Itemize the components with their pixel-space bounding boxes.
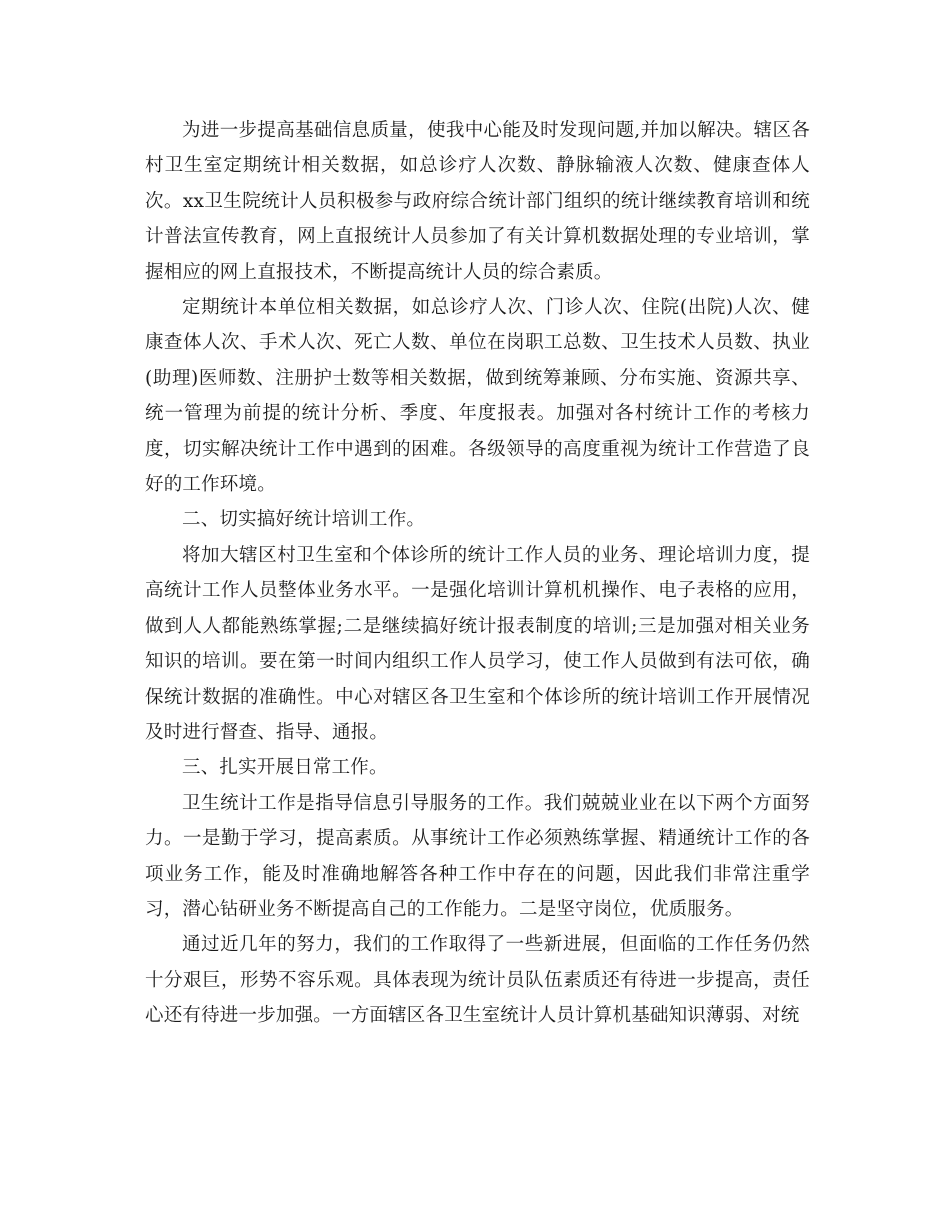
section-heading-daily-work: 三、扎实开展日常工作。: [182, 757, 388, 779]
paragraph-daily-work: 卫生统计工作是指导信息引导服务的工作。我们兢兢业业在以下两个方面努力。一是勤于学习，提高素质。从事统计工作必须熟练掌握、精通统计工作的各项业务工作，能及时准确地解答各种工作中存在的问题，因此我们非常注重学习，潜心钻研业务不断提高自己的工作能力。二是坚守岗位，优质服务。: [145, 792, 810, 920]
paragraph-training-details: 将加大辖区村卫生室和个体诊所的统计工作人员的业务、理论培训力度，提高统计工作人员整体业务水平。一是强化培训计算机机操作、电子表格的应用，做到人人都能熟练掌握;二是继续搞好统计报表制度的培训;三是加强对相关业务知识的培训。要在第一时间内组织工作人员学习，使工作人员做到有法可依，确保统计数据的准确性。中心对辖区各卫生室和个体诊所的统计培训工作开展情况及时进行督查、指导、通报。: [145, 544, 810, 743]
paragraph-progress-and-challenges: 通过近几年的努力，我们的工作取得了一些新进展，但面临的工作任务仍然十分艰巨，形势不容乐观。具体表现为统计员队伍素质还有待进一步提高，责任心还有待进一步加强。一方面辖区各卫生室统计人员计算机基础知识薄弱、对统: [145, 934, 810, 1027]
document-body: [145, 113, 810, 1034]
paragraph-basic-info-quality: 为进一步提高基础信息质量，使我中心能及时发现问题,并加以解决。辖区各村卫生室定期统计相关数据，如总诊疗人次数、静脉输液人次数、健康查体人次。xx卫生院统计人员积极参与政府综合统计部门组织的统计继续教育培训和统计普法宣传教育，网上直报统计人员参加了有关计算机数据处理的专业培训，掌握相应的网上直报技术，不断提高统计人员的综合素质。: [145, 120, 810, 283]
paragraph-regular-statistics: 定期统计本单位相关数据，如总诊疗人次、门诊人次、住院(出院)人次、健康查体人次、手术人次、死亡人数、单位在岗职工总数、卫生技术人员数、执业(助理)医师数、注册护士数等相关数据，做到统筹兼顾、分布实施、资源共享、统一管理为前提的统计分析、季度、年度报表。加强对各村统计工作的考核力度，切实解决统计工作中遇到的困难。各级领导的高度重视为统计工作营造了良好的工作环境。: [145, 297, 810, 496]
section-heading-training: 二、切实搞好统计培训工作。: [182, 509, 426, 531]
